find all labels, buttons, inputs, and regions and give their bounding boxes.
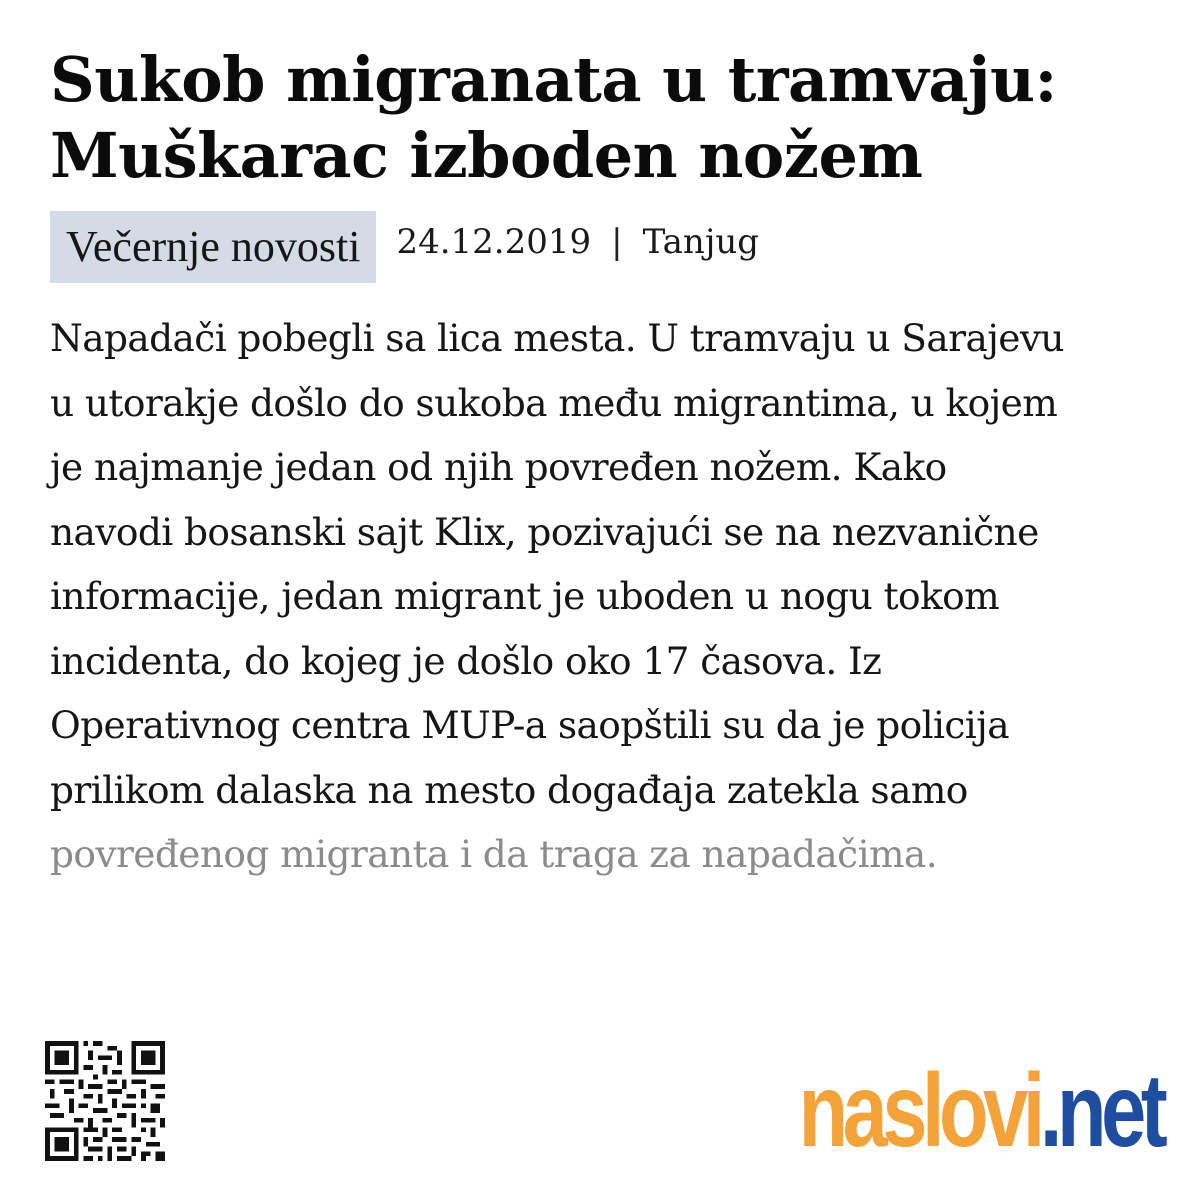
qr-code-icon[interactable] (45, 1038, 165, 1164)
article-info (396, 222, 759, 262)
body-line: u utorakje došlo do sukoba među migrantima, u kojem (50, 380, 1058, 425)
body-line: Operativnog centra MUP-a saopštili su da je policija (50, 703, 1009, 747)
body-line: informacije, jedan migrant je uboden u nogu tokom (50, 574, 1000, 618)
article-meta (50, 211, 759, 283)
headline-line-1: Sukob migranata u tramvaju: (50, 43, 1057, 116)
naslovi-logo[interactable] (798, 1052, 1162, 1172)
body-line: Napadači pobegli sa lica mesta. U tramvaju u Sarajevu (50, 316, 1064, 360)
headline-line-2: Muškarac izboden nožem (50, 119, 923, 192)
publish-date: 24.12.2019 (396, 222, 592, 262)
source-badge[interactable]: Večernje novosti (50, 211, 376, 283)
logo-net: .net (1039, 1053, 1162, 1169)
article-headline (50, 42, 1160, 194)
logo-naslovi: naslovi (798, 1053, 1040, 1169)
meta-separator: | (611, 222, 623, 262)
body-line: prilikom dalaska na mesto događaja zatekla samo (50, 767, 968, 812)
body-line-faded: povređenog migranta i da traga za napadačima. (50, 832, 938, 876)
body-line: navodi bosanski sajt Klix, pozivajući se na nezvanične (50, 509, 1039, 554)
news-agency: Tanjug (642, 222, 760, 262)
article-body (50, 306, 1160, 887)
body-line: je najmanje jedan od njih povređen nožem. Kako (50, 445, 947, 489)
body-line: incidenta, do kojeg je došlo oko 17 časova. Iz (50, 638, 882, 683)
